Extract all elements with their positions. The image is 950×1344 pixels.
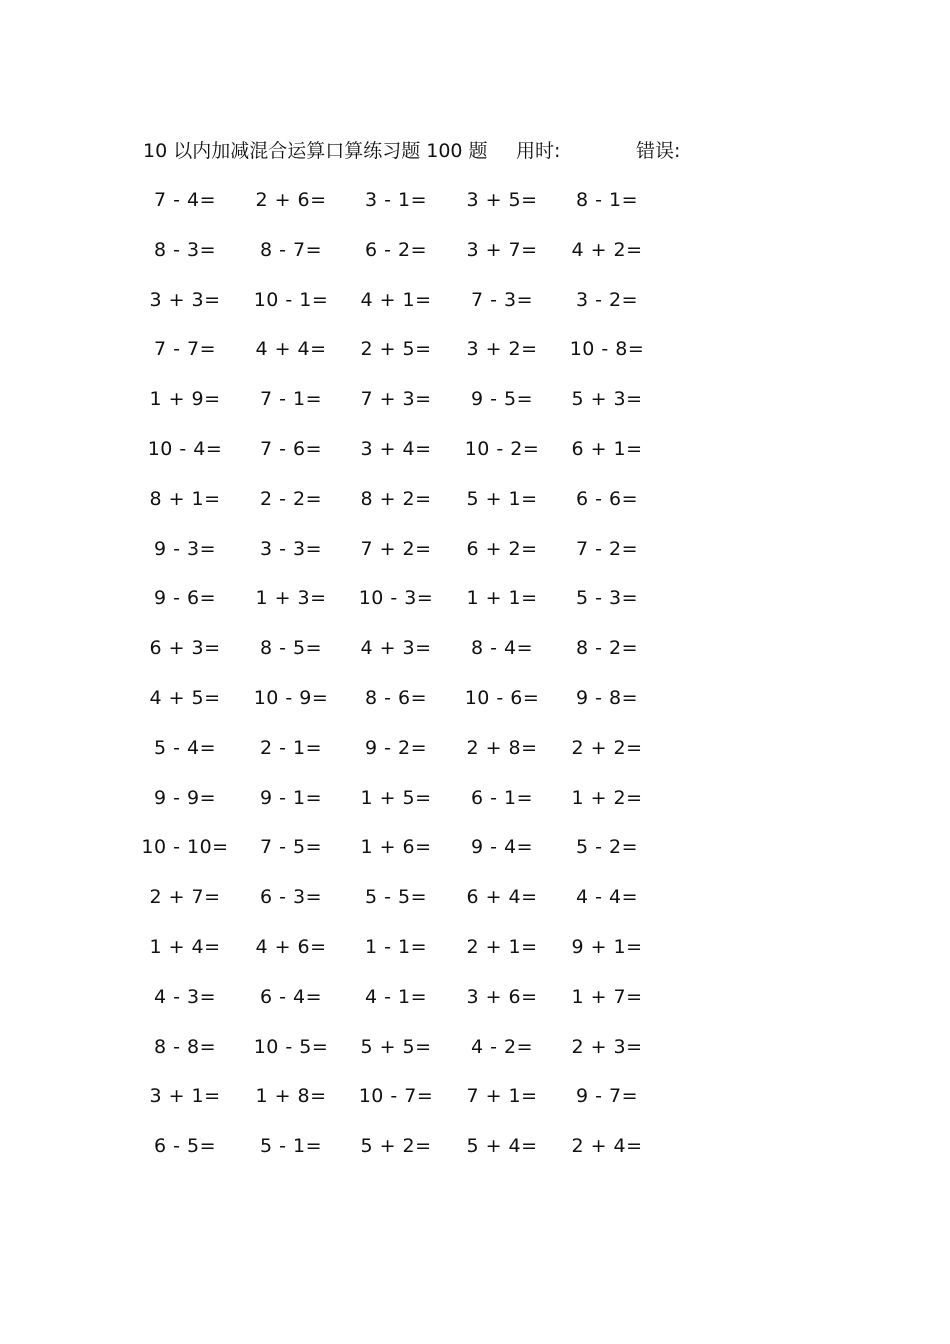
problem-cell: 7 + 1= <box>466 1085 538 1108</box>
problem-cell: 5 - 2= <box>575 836 639 859</box>
problem-cell: 10 - 7= <box>358 1085 434 1108</box>
problem-cell: 9 - 8= <box>575 686 639 709</box>
problem-row <box>0 780 950 830</box>
problem-cell: 8 + 1= <box>149 487 221 510</box>
problem-cell: 2 - 2= <box>259 487 323 510</box>
problem-cell: 10 - 1= <box>253 288 329 311</box>
problem-cell: 8 + 2= <box>360 487 432 510</box>
problem-cell: 10 - 8= <box>569 338 645 361</box>
problem-cell: 6 - 2= <box>364 238 428 261</box>
problem-cell: 4 + 1= <box>360 288 432 311</box>
problem-cell: 3 + 2= <box>466 338 538 361</box>
problem-cell: 2 + 8= <box>466 736 538 759</box>
problem-row <box>0 580 950 630</box>
problem-cell: 1 + 3= <box>255 587 327 610</box>
problem-grid <box>0 182 950 1178</box>
problem-cell: 6 - 6= <box>575 487 639 510</box>
problem-cell: 2 + 1= <box>466 935 538 958</box>
problem-cell: 3 + 6= <box>466 985 538 1008</box>
problem-cell: 9 - 9= <box>153 786 217 809</box>
problem-cell: 9 - 7= <box>575 1085 639 1108</box>
problem-cell: 1 + 7= <box>571 985 643 1008</box>
problem-cell: 3 + 5= <box>466 189 538 211</box>
problem-cell: 8 - 8= <box>153 1035 217 1058</box>
problem-cell: 5 - 4= <box>153 736 217 759</box>
problem-cell: 3 + 3= <box>149 288 221 311</box>
problem-cell: 1 + 6= <box>360 836 432 859</box>
problem-cell: 6 - 4= <box>259 985 323 1008</box>
problem-cell: 7 - 4= <box>153 189 217 211</box>
problem-row <box>0 1128 950 1178</box>
problem-row <box>0 979 950 1029</box>
problem-cell: 10 - 9= <box>253 686 329 709</box>
problem-row <box>0 630 950 680</box>
problem-cell: 7 + 3= <box>360 388 432 411</box>
problem-row <box>0 232 950 282</box>
problem-row <box>0 531 950 581</box>
problem-cell: 1 + 2= <box>571 786 643 809</box>
problem-cell: 9 - 4= <box>470 836 534 859</box>
problem-cell: 1 + 8= <box>255 1085 327 1108</box>
problem-cell: 9 - 2= <box>364 736 428 759</box>
problem-cell: 5 - 1= <box>259 1135 323 1158</box>
problem-cell: 4 - 4= <box>575 886 639 909</box>
problem-cell: 1 + 5= <box>360 786 432 809</box>
problem-cell: 6 - 1= <box>470 786 534 809</box>
problem-cell: 4 + 4= <box>255 338 327 361</box>
problem-cell: 5 - 5= <box>364 886 428 909</box>
problem-cell: 2 + 4= <box>571 1135 643 1158</box>
problem-cell: 2 + 3= <box>571 1035 643 1058</box>
problem-cell: 5 + 5= <box>360 1035 432 1058</box>
problem-cell: 4 + 5= <box>149 686 221 709</box>
problem-cell: 8 - 7= <box>259 238 323 261</box>
problem-cell: 3 + 4= <box>360 437 432 460</box>
problem-cell: 8 - 1= <box>575 189 639 211</box>
problem-row <box>0 730 950 780</box>
problem-cell: 6 + 4= <box>466 886 538 909</box>
problem-cell: 5 - 3= <box>575 587 639 610</box>
problem-cell: 7 - 2= <box>575 537 639 560</box>
problem-cell: 3 - 1= <box>364 189 428 211</box>
problem-cell: 2 + 5= <box>360 338 432 361</box>
problem-row <box>0 381 950 431</box>
problem-cell: 1 + 9= <box>149 388 221 411</box>
problem-cell: 5 + 1= <box>466 487 538 510</box>
problem-cell: 8 - 4= <box>470 637 534 660</box>
problem-cell: 10 - 6= <box>464 686 540 709</box>
time-used-label: 用时: <box>516 140 561 162</box>
problem-cell: 2 - 1= <box>259 736 323 759</box>
problem-cell: 4 - 2= <box>470 1035 534 1058</box>
problem-cell: 7 - 3= <box>470 288 534 311</box>
problem-cell: 8 - 2= <box>575 637 639 660</box>
problem-cell: 8 - 3= <box>153 238 217 261</box>
worksheet-title: 10 以内加减混合运算口算练习题 100 题 <box>143 140 488 162</box>
problem-cell: 6 + 3= <box>149 637 221 660</box>
problem-cell: 9 + 1= <box>571 935 643 958</box>
problem-cell: 10 - 4= <box>147 437 223 460</box>
problem-row <box>0 481 950 531</box>
problem-cell: 6 - 5= <box>153 1135 217 1158</box>
problem-cell: 8 - 6= <box>364 686 428 709</box>
problem-row <box>0 1029 950 1079</box>
problem-cell: 5 + 2= <box>360 1135 432 1158</box>
problem-cell: 3 - 2= <box>575 288 639 311</box>
problem-cell: 1 + 4= <box>149 935 221 958</box>
problem-row <box>0 282 950 332</box>
problem-cell: 2 + 7= <box>149 886 221 909</box>
problem-row <box>0 1078 950 1128</box>
problem-cell: 7 + 2= <box>360 537 432 560</box>
problem-cell: 9 - 5= <box>470 388 534 411</box>
problem-row <box>0 680 950 730</box>
problem-cell: 6 + 1= <box>571 437 643 460</box>
problem-row <box>0 879 950 929</box>
problem-cell: 3 - 3= <box>259 537 323 560</box>
problem-cell: 6 + 2= <box>466 537 538 560</box>
problem-cell: 4 + 3= <box>360 637 432 660</box>
problem-cell: 7 - 7= <box>153 338 217 361</box>
problem-cell: 1 + 1= <box>466 587 538 610</box>
worksheet-header <box>143 136 763 166</box>
problem-cell: 9 - 1= <box>259 786 323 809</box>
problem-cell: 9 - 6= <box>153 587 217 610</box>
problem-cell: 7 - 6= <box>259 437 323 460</box>
problem-cell: 4 + 6= <box>255 935 327 958</box>
problem-cell: 10 - 3= <box>358 587 434 610</box>
problem-cell: 10 - 2= <box>464 437 540 460</box>
problem-row <box>0 929 950 979</box>
problem-row <box>0 829 950 879</box>
problem-cell: 9 - 3= <box>153 537 217 560</box>
problem-cell: 3 + 7= <box>466 238 538 261</box>
problem-cell: 2 + 6= <box>255 189 327 211</box>
problem-cell: 10 - 5= <box>253 1035 329 1058</box>
problem-cell: 4 - 3= <box>153 985 217 1008</box>
problem-cell: 1 - 1= <box>364 935 428 958</box>
problem-row <box>0 331 950 381</box>
errors-label: 错误: <box>636 140 681 162</box>
problem-cell: 7 - 5= <box>259 836 323 859</box>
problem-cell: 8 - 5= <box>259 637 323 660</box>
problem-row <box>0 182 950 232</box>
problem-cell: 5 + 3= <box>571 388 643 411</box>
problem-cell: 4 + 2= <box>571 238 643 261</box>
problem-cell: 10 - 10= <box>141 836 229 859</box>
problem-cell: 6 - 3= <box>259 886 323 909</box>
problem-cell: 4 - 1= <box>364 985 428 1008</box>
problem-cell: 7 - 1= <box>259 388 323 411</box>
problem-cell: 2 + 2= <box>571 736 643 759</box>
problem-row <box>0 431 950 481</box>
problem-cell: 5 + 4= <box>466 1135 538 1158</box>
problem-cell: 3 + 1= <box>149 1085 221 1108</box>
